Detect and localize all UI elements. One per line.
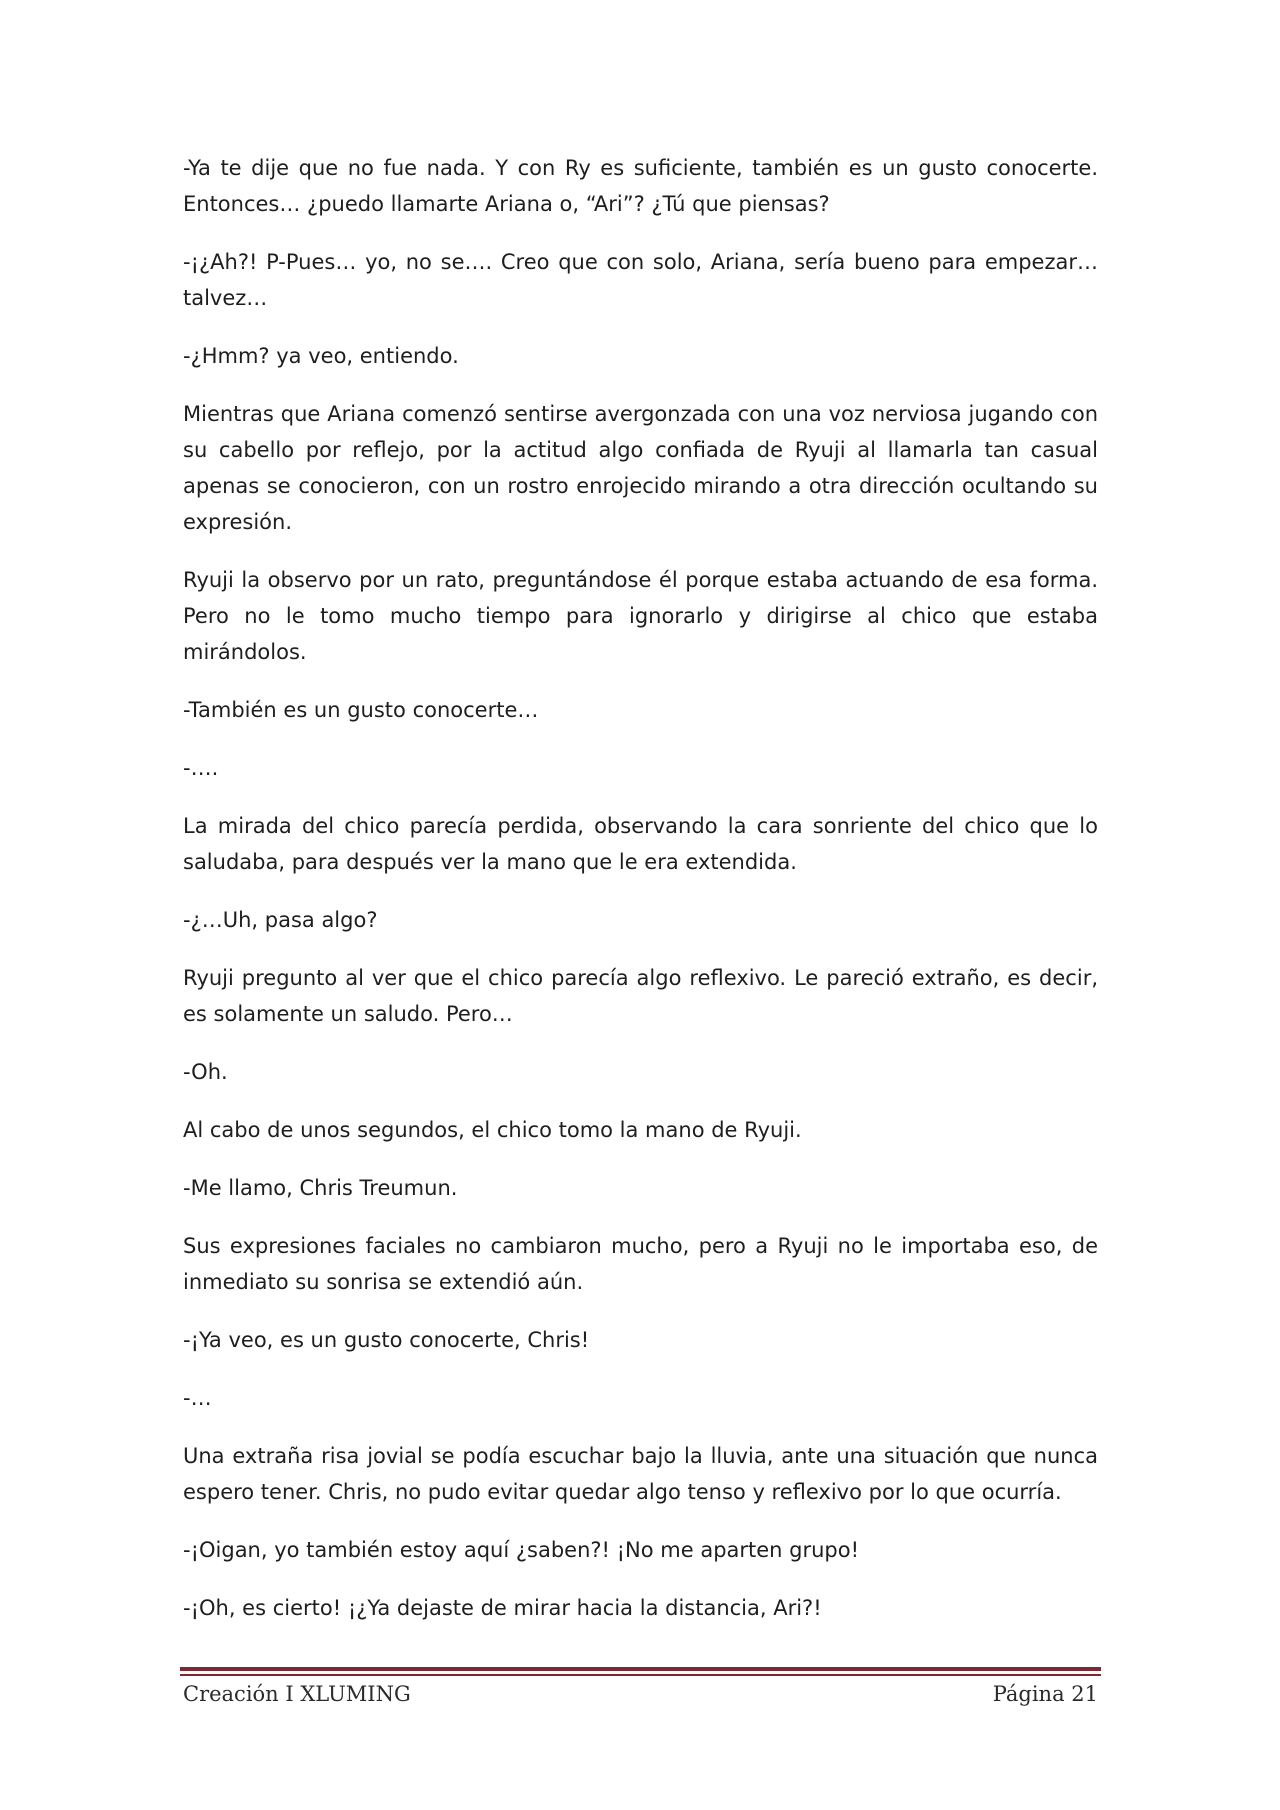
paragraph: -…. [183,756,219,780]
paragraph: Una extraña risa jovial se podía escuchar bajo la lluvia, ante una situación que nunca espero tener. Chris, no pudo evitar quedar algo tenso y reflexivo por lo que ocurría. [183,1444,1098,1504]
paragraph: -¡¿Ah?! P-Pues… yo, no se…. Creo que con solo, Ariana, sería bueno para empezar… talvez… [183,250,1098,310]
paragraph: -¿…Uh, pasa algo? [183,908,378,932]
footer-rule [180,1667,1101,1671]
paragraph: -Me llamo, Chris Treumun. [183,1176,458,1200]
paragraph: Al cabo de unos segundos, el chico tomo la mano de Ryuji. [183,1118,802,1142]
paragraph: -Oh. [183,1060,228,1084]
paragraph: Ryuji la observo por un rato, preguntándose él porque estaba actuando de esa forma. Pero no le tomo mucho tiempo para ignorarlo y dirigirse al chico que estaba mirándolos. [183,568,1098,664]
paragraph: Mientras que Ariana comenzó sentirse avergonzada con una voz nerviosa jugando con su cabello por reflejo, por la actitud algo confiada de Ryuji al llamarla tan casual apenas se conocieron, con un rostro enrojecido mirando a otra dirección ocultando su expresión. [183,402,1098,534]
paragraph: -También es un gusto conocerte… [183,698,539,722]
paragraph: -¡Oigan, yo también estoy aquí ¿saben?! ¡No me aparten grupo! [183,1538,860,1562]
body-text [183,150,1098,1648]
paragraph: Sus expresiones faciales no cambiaron mucho, pero a Ryuji no le importaba eso, de inmediato su sonrisa se extendió aún. [183,1234,1098,1294]
paragraph: -… [183,1386,212,1410]
paragraph: -Ya te dije que no fue nada. Y con Ry es suficiente, también es un gusto conocerte. Entonces… ¿puedo llamarte Ariana o, “Ari”? ¿Tú que piensas? [183,156,1098,216]
paragraph: Ryuji pregunto al ver que el chico parecía algo reflexivo. Le pareció extraño, es decir, es solamente un saludo. Pero… [183,966,1098,1026]
page-number: Página 21 [992,1682,1098,1706]
paragraph: -¡Ya veo, es un gusto conocerte, Chris! [183,1328,590,1352]
paragraph: -¿Hmm? ya veo, entiendo. [183,344,459,368]
footer-credit: Creación I XLUMING [183,1682,411,1706]
footer-rule-thin [180,1674,1101,1676]
paragraph: -¡Oh, es cierto! ¡¿Ya dejaste de mirar hacia la distancia, Ari?! [183,1596,822,1620]
paragraph: La mirada del chico parecía perdida, observando la cara sonriente del chico que lo saludaba, para después ver la mano que le era extendida. [183,814,1098,874]
